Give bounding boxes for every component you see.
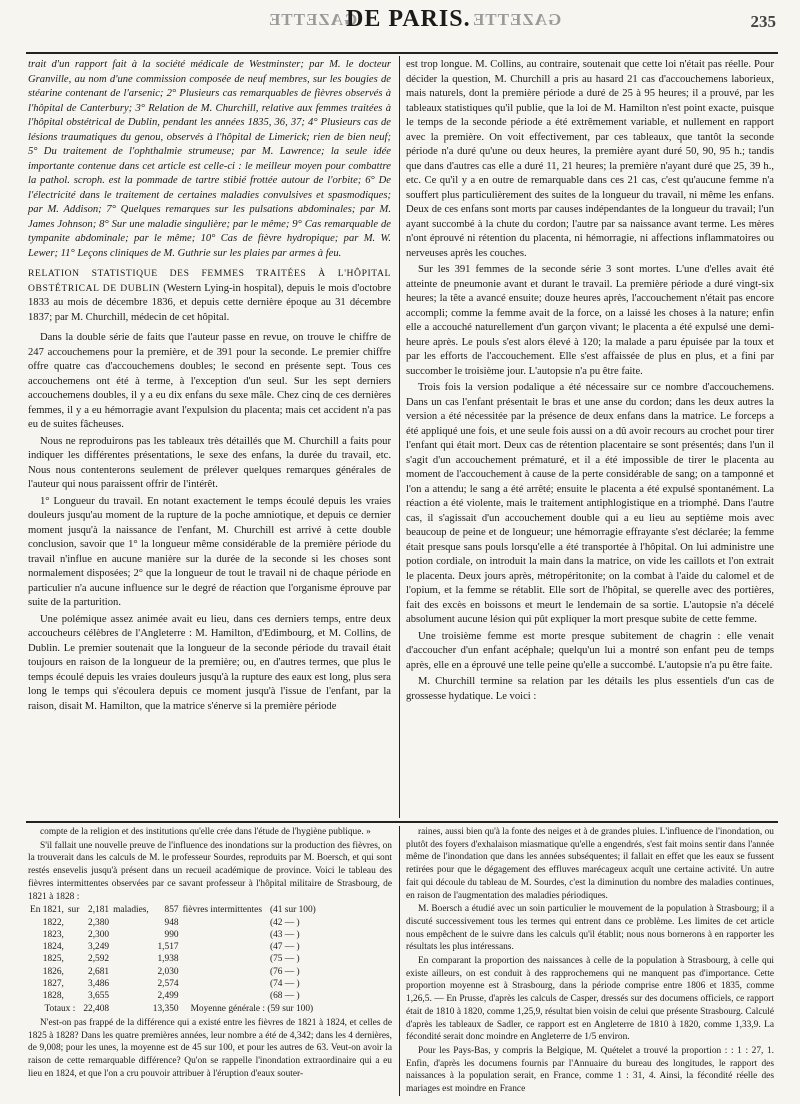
paragraph: Une troisième femme est morte presque subitement de chagrin : elle venait d'accoucher d'un enfant acéphale; quelqu'un lui a montré son enfant peu de temps après, elle en a éprouvé une telle peine qu'elle a succombé. L'autopsie n'a pu être faite. xyxy=(406,630,774,671)
table-cell: 2,300 xyxy=(88,929,110,940)
bleed-through-masthead-right: GAZETTE xyxy=(472,10,562,29)
column-3 xyxy=(28,826,392,1081)
column-4 xyxy=(406,826,774,1097)
total-diseases: 22,408 xyxy=(83,1003,110,1014)
table-cell: 2,592 xyxy=(88,954,110,965)
table-cell xyxy=(111,941,151,953)
fever-statistics-table xyxy=(28,904,318,1015)
table-row xyxy=(28,941,318,953)
table-cell: 1,938 xyxy=(157,954,179,965)
paragraph: est trop longue. M. Collins, au contraire, soutenait que cette loi n'était pas réelle. Pour décider la question, M. Churchill a pris au hasard 21 cas d'accouchemens laborieux, mais naturels, dont la première période a duré de 25 à 95 heures; il a prouvé, par les tableaux statistiques qu'il publie, que la loi de M. Hamilton n'est point exacte, puisque le temps de la seconde période a été extrêmement variable, et nullement en rapport avec la première. On voit effectivement, par ces tableaux, que tantôt la seconde période n'a duré qu'une ou deux heures, la première ayant duré 50, 90, 95 h.; tandis que dans d'autres cas elle a duré 11, 21 heures; la première n'ayant duré que 25, 39 h., etc. Ce qu'il y a en outre de remarquable dans ces 21 cas, c'est qu'aucune femme n'a souffert plus particulièrement des suites de la longueur du travail, ni même les enfans. Deux de ces enfans sont morts par causes indépendantes de la longueur du travail; l'un ayant succombé à la chute du cordon; l'autre par sa naissance avant terme. Les mères n'ont éprouvé ni rétention du placenta, ni hémorragie, ni affections inflammatoires ou nerveuses après les couches. xyxy=(406,59,774,259)
table-cell: 2,181 xyxy=(88,905,110,916)
page-title: DE PARIS. xyxy=(346,6,471,32)
paragraph: Trois fois la version podalique a été nécessaire sur ce nombre d'accouchemens. Dans un cas l'enfant présentait le bras et une anse du cordon; dans les deux autres la version a été nécessitée par la présence de deux enfans dans la matrice. Le forceps a été appliqué une fois, et une seule fois aussi on a dû avoir recours au crochet pour tirer l'enfant qui était mort. Deux cas de rétention placentaire se sont présentés; dans l'un il s'agit d'un accouchement prématuré, et il a été impossible de tirer le placenta au moment de l'accouchement à cause de la perte considérable de sang; on a tamponné et l'on a attendu; le sang a été arrêté; ensuite le placenta a été expulsé spontanément. La réaction a été violente, mais le traitement antiphlogistique en a triomphé. Dans l'autre cas, il s'agissait d'un accouchement double qui a eu lieu au septième mois avec beaucoup de peine et de longueur; une hémorragie effrayante s'est déclarée; la femme était presque sans pouls lorsqu'elle a été transportée à l'hôpital. On lui administre une potion cordiale, on introduit la main dans la matrice, on vide les caillots et l'on extrait le placenta. Deux jours après, métropéritonite; on la combat à l'aide du calomel et de l'opium, et la femme se rétablit. Elle sort de l'hôpital, se querelle avec des portières, fait des excès en boissons et meurt le lendemain de sa sortie. L'autopsie n'a décelé absolument aucune lésion qui pût expliquer la mort presque subite de cette femme. xyxy=(406,382,774,625)
page-header xyxy=(0,6,800,36)
table-cell: 3,249 xyxy=(88,942,110,953)
table-cell: 1828, xyxy=(42,991,64,1002)
table-cell xyxy=(111,966,151,978)
paragraph: Sur les 391 femmes de la seconde série 3 sont mortes. L'une d'elles avait été atteinte de pneumonie avant et durant le travail. La première période a duré vingt-six heures; la tête a avancé ensuite; douze heures après, l'accouchement n'était pas encore accompli; comme la femme avait de la force, on a laissé les choses à la nature; enfin elle a accouché naturellement d'un garçon vivant; le placenta a été expulsé une demi-heure après. Le pouls s'est alors élevé à 120; la malade a paru épuisée par la toux et par les efforts de l'accouchement. Elle s'est affaissée de plus en plus, et a fini par succomber le troisième jour. L'autopsie n'a pu être faite. xyxy=(406,264,774,377)
table-row xyxy=(28,929,318,941)
table-cell: 1824, xyxy=(42,942,64,953)
table-row xyxy=(28,990,318,1002)
table-cell: (74 — ) xyxy=(269,979,300,989)
table-row xyxy=(28,966,318,978)
paragraph: N'est-on pas frappé de la différence qui a existé entre les fièvres de 1821 à 1824, et celles de 1825 à 1828? Dans les quatre premières années, leur nombre a été de 4,342; dans les 4 dernières, de 9,008; pour les unes, la moyenne est de 45 sur 100, et pour les autres de 63. Veut-on avoir la raison de cette remarquable différence? Qu'on se rappelle l'inondation extraordinaire qui a eu lieu en 1824, et que l'on a cru pouvoir attribuer à l'éruption d'eaux souter- xyxy=(28,1017,392,1079)
paragraph: M. Boersch a étudié avec un soin particulier le mouvement de la population à Strasbourg; il a discuté successivement tous les termes qui entrent dans ce problème. Les limites de cet article nous empêchent de le suivre dans les calculs qu'il établit; nous nous bornerons à en rapporter les résultats les plus intéressans. xyxy=(406,904,774,953)
table-cell: 3,655 xyxy=(88,991,110,1002)
total-fevers: 13,350 xyxy=(152,1003,179,1014)
table-cell: 2,499 xyxy=(157,991,179,1002)
table-cell xyxy=(111,917,151,929)
paragraph: Une polémique assez animée avait eu lieu, dans ces derniers temps, entre deux accoucheurs célèbres de l'Angleterre : M. Hamilton, d'Edimbourg, et M. Collins, de Dublin. Le premier soutenait que la longueur de la seconde période du travail était toujours en raison de la longueur de la première; ou, en d'autres termes, que plus le temps écoulé depuis les vraies douleurs jusqu'à la rupture des eaux est long, plus sera long le temps qui s'écoulera depuis ce moment jusqu'à l'issue de l'enfant, par la raison, disait M. Hamilton, que la matrice s'énerve si la première période xyxy=(28,613,391,712)
table-cell: (68 — ) xyxy=(269,991,300,1002)
column-2 xyxy=(406,58,774,706)
total-average: Moyenne générale : (59 sur 100) xyxy=(190,1003,314,1014)
table-row xyxy=(28,953,318,965)
table-cell: (75 — ) xyxy=(269,954,300,965)
table-cell xyxy=(66,978,81,990)
section-rule xyxy=(26,821,778,823)
paragraph: Dans la double série de faits que l'auteur passe en revue, on trouve le chiffre de 247 accouchemens pour la première, et de 391 pour la seconde. Le premier chiffre offre quatre cas d'accouchemens doubles; le second en présente sept. Tous ces accouchemens ont été à terme, à l'exception d'un seul. Sur les sept derniers accouchemens doubles, il y a eu dix enfans du sexe mâle. Chez cinq de ces dernières femmes, il y a eu hémorragie avant l'expulsion du placenta; mais cet accident n'a pas eu de suites fâcheuses. xyxy=(28,332,391,430)
bleed-through-masthead-left: GAZETTE xyxy=(268,10,358,29)
table-cell xyxy=(181,941,264,953)
article-heading xyxy=(28,267,391,325)
table-cell xyxy=(181,929,264,941)
page-number: 235 xyxy=(750,12,776,31)
table-cell: 1826, xyxy=(42,966,64,977)
table-total-row xyxy=(28,1003,318,1015)
table-cell xyxy=(181,917,264,929)
total-label: Totaux : xyxy=(44,1003,76,1014)
paragraph: M. Churchill termine sa relation par les détails les plus essentiels d'un cas de grossesse hydatique. Le voici : xyxy=(406,676,774,702)
table-cell: (47 — ) xyxy=(269,942,300,953)
table-cell xyxy=(181,990,264,1002)
table-row xyxy=(28,917,318,929)
table-cell xyxy=(66,929,81,941)
table-cell: 2,380 xyxy=(88,917,110,928)
paragraph: En comparant la proportion des naissances à celle de la population à Strasbourg, à celle qui existe ailleurs, on est conduit à des rapprochemens qui ne manquent pas d'importance. Cette proportion moyenne est à Strasbourg, dans la période comprise entre 1806 et 1835, comme 1,26,5. — En Prusse, d'après les calculs de Casper, dressés sur des documens officiels, ce rapport était de 1810 à 1820, comme 1,25,9, résultat bien voisin de celui que présente Strasbourg. Calculé d'après les tableaux de Sadler, ce rapport est en Angleterre de 1810 à 1820, comme 1,33,9. La fécondité serait donc moindre en Angleterre de 1/5 environ. xyxy=(406,956,774,1043)
column-1 xyxy=(28,58,391,716)
column-divider-top xyxy=(399,56,400,818)
table-cell xyxy=(66,990,81,1002)
table-cell: 1,517 xyxy=(157,942,179,953)
table-cell xyxy=(111,990,151,1002)
table-cell xyxy=(66,953,81,965)
table-cell: 2,681 xyxy=(88,966,110,977)
table-cell: 857 xyxy=(164,905,179,916)
table-row xyxy=(28,978,318,990)
paragraph: Pour les Pays-Bas, y compris la Belgique, M. Quételet a trouvé la proportion : : 1 : 27, 1. Enfin, d'après les documens fournis par l'Annuaire du bureau des longitudes, le rapport des naissances à la population serait, en France, comme 1 : 31, 4. Ainsi, la fécondité réelle des mariages est moindre en France xyxy=(406,1045,774,1095)
table-cell xyxy=(111,978,151,990)
table-cell: (76 — ) xyxy=(269,966,300,977)
table-cell: (43 — ) xyxy=(269,929,300,940)
table-cell: 2,574 xyxy=(157,979,179,989)
table-cell: sur xyxy=(67,905,80,916)
column-divider-bottom xyxy=(399,826,400,1096)
table-cell: 2,030 xyxy=(157,966,179,977)
table-cell: (41 sur 100) xyxy=(269,905,316,916)
table-cell: (42 — ) xyxy=(269,917,300,928)
article-heading-subtitle: (Western Lying-in hospital), depuis le mois d'octobre 1833 au mois de décembre 1836, et depuis cette dernière époque au 31 décembre 1837; par M. Churchill, médecin de cet hôpital. xyxy=(28,282,392,323)
table-cell: 1827, xyxy=(42,979,64,989)
table-cell: 1825, xyxy=(42,954,64,965)
table-cell xyxy=(181,978,264,990)
table-cell: 3,486 xyxy=(88,979,110,989)
table-cell xyxy=(66,917,81,929)
table-cell xyxy=(66,941,81,953)
paragraph: compte de la religion et des institutions qu'elle crée dans l'étude de l'hygiène publique. » xyxy=(40,827,371,837)
table-cell: fièvres intermittentes xyxy=(182,905,262,916)
table-cell xyxy=(111,929,151,941)
paragraph: S'il fallait une nouvelle preuve de l'influence des inondations sur la production des fièvres, on la trouverait dans les calculs de M. le professeur Sourdes, reproduits par M. Boersch, et qui sont restés ensevelis jusqu'à présent dans un recueil académique de province. Voici le tableau des fièvres intermittentes observées par ce savant professeur à l'hôpital militaire de Strasbourg, de 1821 à 1828 : xyxy=(28,840,392,902)
table-row xyxy=(28,904,318,916)
table-cell: 990 xyxy=(164,929,179,940)
table-cell xyxy=(66,966,81,978)
table-cell: 1823, xyxy=(42,929,64,940)
paragraph: raines, aussi bien qu'à la fonte des neiges et à de grandes pluies. L'influence de l'inondation, ou plutôt des foyers d'exhalaison miasmatique qu'elle a engendrés, s'est fait moins sentir dans l'année même de l'inondation que dans les années subséquentes; il fallait en effet que les eaux se fussent retirées pour que le dégagement des effluves marécageux acquît une certaine activité. Un autre fait qui découle du tableau de M. Sourdes, c'est la diminution du nombre des maladies continues, en raison de l'augmentation des maladies périodiques. xyxy=(406,827,774,901)
table-cell xyxy=(111,953,151,965)
table-cell: 1822, xyxy=(42,917,64,928)
table-cell: 948 xyxy=(164,917,179,928)
paragraph: Nous ne reproduirons pas les tableaux très détaillés que M. Churchill a faits pour indiquer les différentes présentations, le sexe des enfans, la durée du travail, etc. Nous nous contenterons seulement de prélever quelques remarques générales de l'auteur qui nous paraissent offrir de l'intérêt. xyxy=(28,435,391,490)
table-cell xyxy=(181,966,264,978)
table-cell xyxy=(181,953,264,965)
header-rule xyxy=(26,52,778,54)
paragraph: trait d'un rapport fait à la société médicale de Westminster; par M. le docteur Granville, au nom d'une commission composée de neuf membres, sur les bougies de stéarine contenant de l'arsenic; 2° Plusieurs cas remarquables de fièvres observés à l'hôpital de Canterbury; 3° Relation de M. Churchill, relative aux femmes traitées à l'hôpital obstétrical de Dublin, pendant les années 1835, 36, 37; 4° Plusieurs cas de lésions traumatiques du genou, observés à l'hôpital de Limerick; rien de bien neuf; 5° Du traitement de l'ophthalmie strumeuse; par M. Lawrence; la seule idée importante contenue dans cet article est celle-ci : le meilleur moyen pour combattre la pathol. scroph. est la pommade de tartre stibié frottée autour de l'orbite; 6° De l'électricité dans le traitement de certaines maladies convulsives et spasmodiques; par M. Addison; 7° Quelques remarques sur les pulsations abdominales; par M. James Johnson; 8° Sur une maladie singulière; par le même; 9° Cas remarquable de tympanite abdominale; par le même; 10° Cas de fièvre hydropique; par M. W. Lewer; 11° Leçons cliniques de M. Guthrie sur les plaies par armes à feu. xyxy=(28,59,391,259)
table-cell: maladies, xyxy=(113,905,149,916)
article-heading-title: RELATION STATISTIQUE DES FEMMES TRAITÉES À L'HÔPITAL OBSTÉTRICAL DE DUBLIN xyxy=(28,268,391,294)
table-cell: En 1821, xyxy=(30,905,64,916)
paragraph: 1° Longueur du travail. En notant exactement le temps écoulé depuis les vraies douleurs jusqu'au moment de la rupture de la poche amniotique, et depuis ce dernier moment jusqu'à la naissance de l'enfant, M. Churchill est arrivé à cette double conclusion, savoir que 1° la longueur même considérable de la première période du travail n'influe en aucune manière sur la durée de la seconde si les choses sont normalement disposées; 2° que la longueur de tout le travail ni de chaque période en particulier n'a aucune influence sur le degré de réaction que l'organisme éprouve par suite de la parturition. xyxy=(28,495,391,608)
